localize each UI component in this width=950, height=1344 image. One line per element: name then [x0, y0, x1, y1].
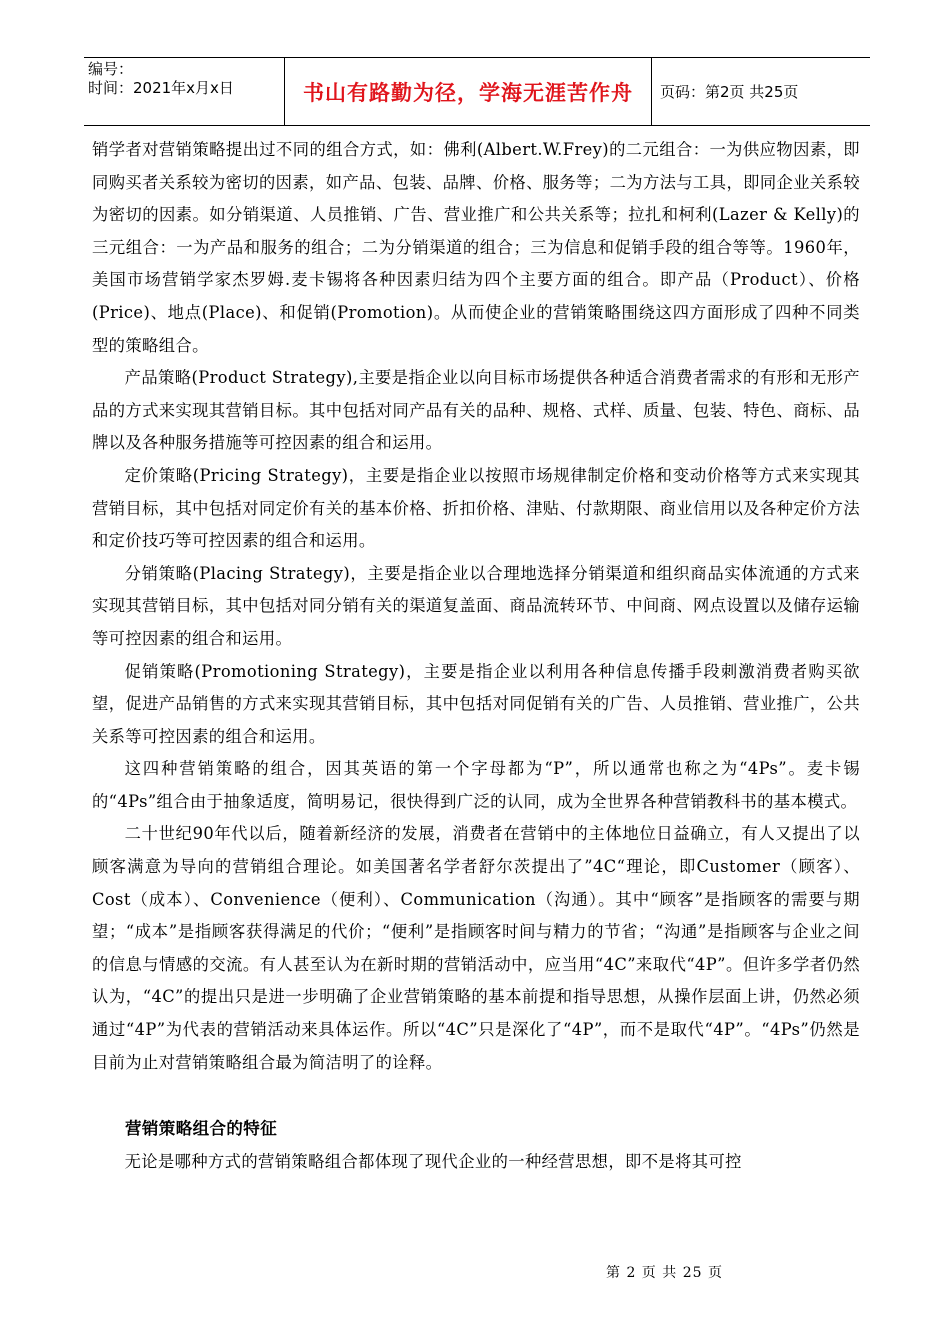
page-footer: 第 2 页 共 25 页 [606, 1265, 723, 1281]
page-header [84, 57, 870, 126]
paragraph-product: 产品策略(Product Strategy),主要是指企业以向目标市场提供各种适合消费者需求的有形和无形产品的方式来实现其营销目标。其中包括对同产品有关的品种、规格、式样、质量、包装、特色、商标、品牌以及各种服务措施等可控因素的组合和运用。 [92, 368, 860, 453]
document-body [92, 134, 860, 1178]
paragraph-4c: 二十世纪90年代以后，随着新经济的发展，消费者在营销中的主体地位日益确立，有人又提出了以顾客满意为导向的营销组合理论。如美国著名学者舒尔茨提出了”4C“理论，即Customer（顾客）、Cost（成本）、Convenience（便利）、Communication（沟通）。其中“顾客”是指顾客的需要与期望；“成本”是指顾客获得满足的代价；“便利”是指顾客时间与精力的节省；“沟通”是指顾客与企业之间的信息与情感的交流。有人甚至认为在新时期的营销活动中，应当用“4C”来取代“4P”。但许多学者仍然认为，“4C”的提出只是进一步明确了企业营销策略的基本前提和指导思想，从操作层面上讲，仍然必须通过“4P”为代表的营销活动来具体运作。所以“4C”只是深化了“4P”，而不是取代“4P”。“4Ps”仍然是目前为止对营销策略组合最为简洁明了的诠释。 [92, 824, 860, 1072]
paragraph-intro: 销学者对营销策略提出过不同的组合方式，如：佛利(Albert.W.Frey)的二元组合：一为供应物因素，即同购买者关系较为密切的因素，如产品、包装、品牌、价格、服务等；二为方法与工具，即同企业关系较为密切的因素。如分销渠道、人员推销、广告、营业推广和公共关系等；拉扎和柯利(Lazer & Kelly)的三元组合：一为产品和服务的组合；二为分销渠道的组合；三为信息和促销手段的组合等等。1960年，美国市场营销学家杰罗姆.麦卡锡将各种因素归结为四个主要方面的组合。即产品（Product）、价格(Price)、地点(Place)、和促销(Promotion)。从而使企业的营销策略围绕这四方面形成了四种不同类型的策略组合。 [92, 140, 860, 355]
header-page-info: 页码：第2页 共25页 [660, 83, 799, 101]
section-heading: 营销策略组合的特征 [125, 1119, 278, 1139]
date-label: 时间：2021年x月x日 [88, 79, 234, 97]
number-label: 编号： [88, 60, 134, 78]
paragraph-pricing: 定价策略(Pricing Strategy)，主要是指企业以按照市场规律制定价格和变动价格等方式来实现其营销目标，其中包括对同定价有关的基本价格、折扣价格、津贴、付款期限、商业信用以及各种定价方法和定价技巧等可控因素的组合和运用。 [92, 465, 860, 551]
paragraph-features: 无论是哪种方式的营销策略组合都体现了现代企业的一种经营思想，即不是将其可控 [124, 1151, 742, 1171]
paragraph-placing: 分销策略(Placing Strategy)，主要是指企业以合理地选择分销渠道和组织商品实体流通的方式来实现其营销目标，其中包括对同分销有关的渠道复盖面、商品流转环节、中间商、网点设置以及储存运输等可控因素的组合和运用。 [92, 563, 860, 648]
paragraph-promotion: 促销策略(Promotioning Strategy)，主要是指企业以利用各种信息传播手段刺激消费者购买欲望，促进产品销售的方式来实现其营销目标，其中包括对同促销有关的广告、人员推销、营业推广，公共关系等可控因素的组合和运用。 [92, 661, 860, 746]
header-left [84, 58, 284, 125]
header-motto: 书山有路勤为径，学海无涯苦作舟 [284, 58, 652, 125]
paragraph-4ps: 这四种营销策略的组合，因其英语的第一个字母都为“P”，所以通常也称之为“4Ps”。麦卡锡的“4Ps”组合由于抽象适度，简明易记，很快得到广泛的认同，成为全世界各种营销教科书的基本模式。 [92, 759, 860, 811]
